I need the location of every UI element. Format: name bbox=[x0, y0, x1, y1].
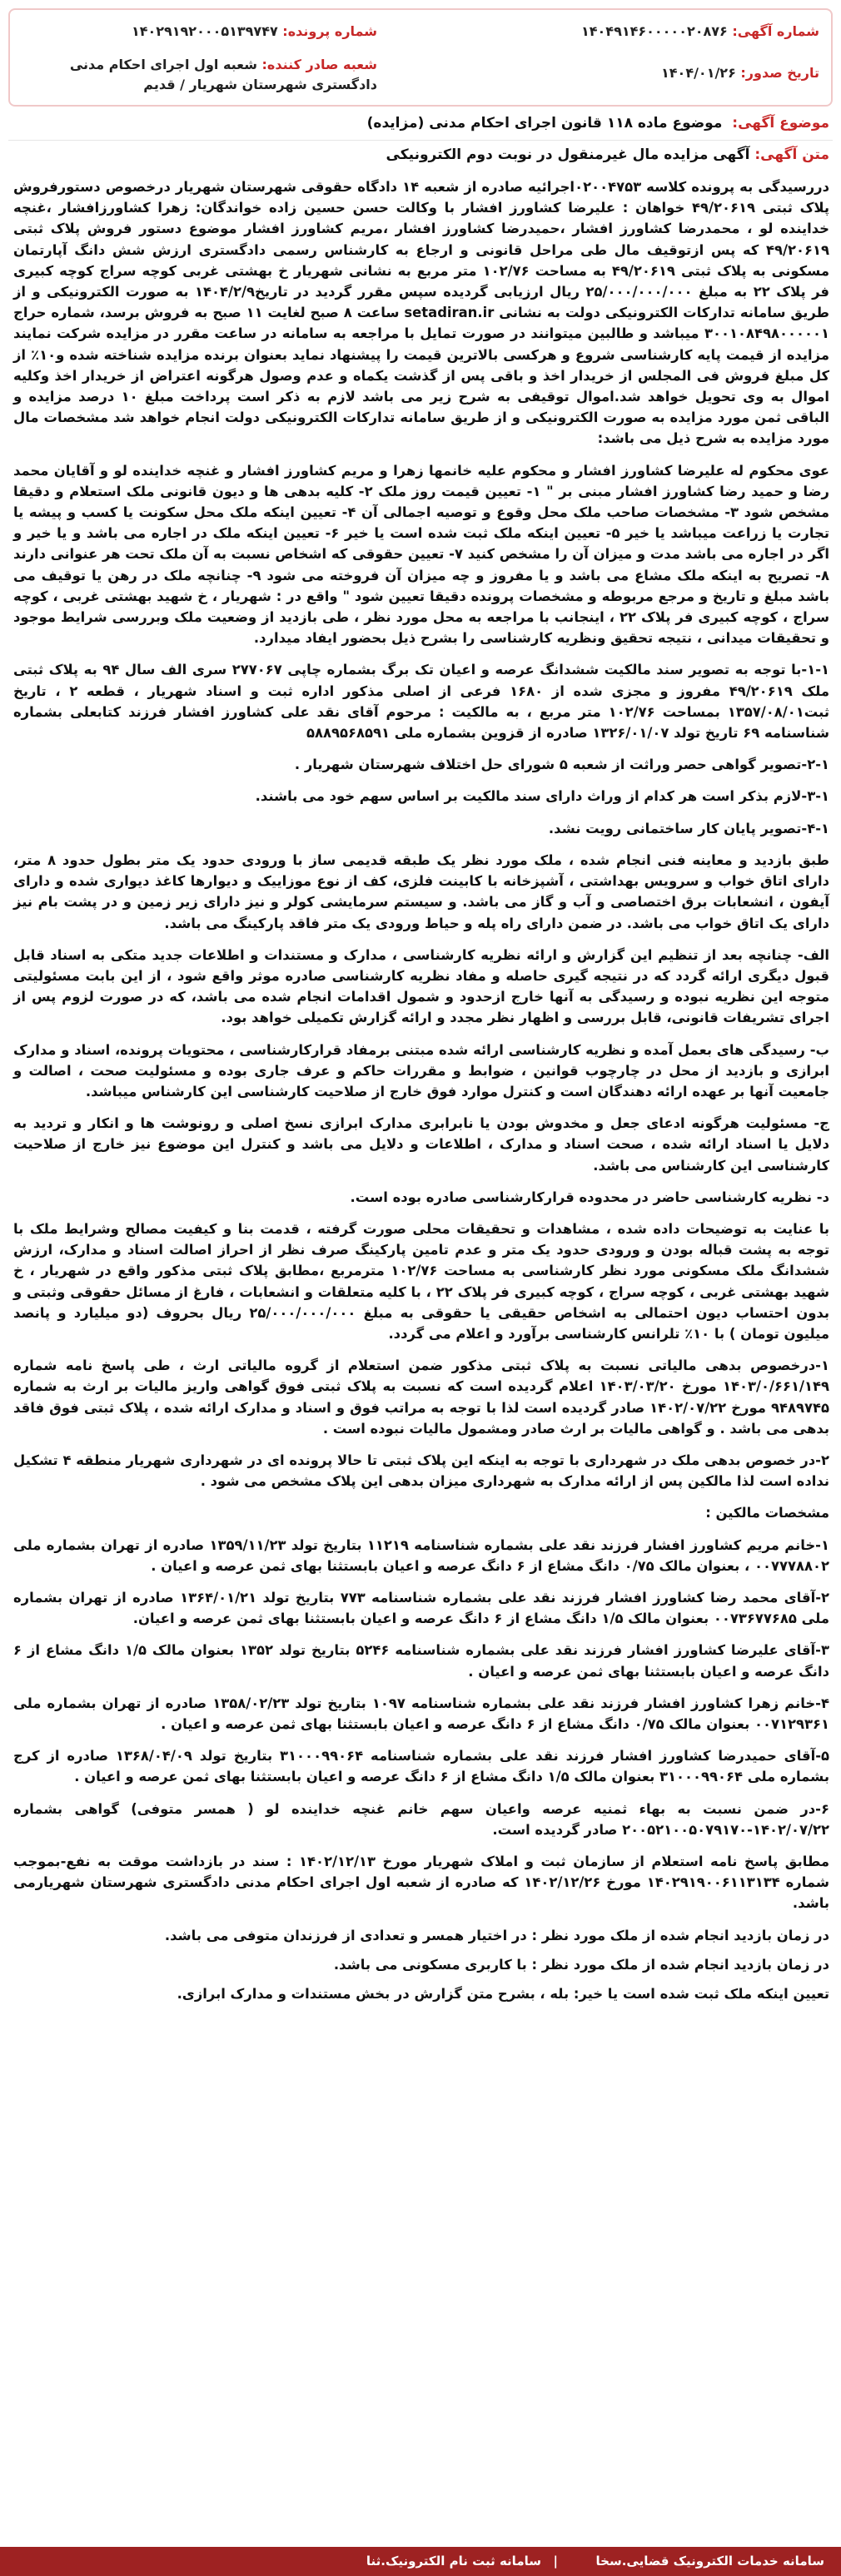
body-paragraph: مطابق پاسخ نامه استعلام از سازمان ثبت و املاک شهریار مورخ ۱۴۰۲/۱۲/۱۳ : سند در بازداشت موقت به نفع-بموجب شماره ۱۴۰۲۹۱۹۰۰۶۱۱۳۱۳۴ مورخ ۱۴۰۲/۱۲/۲۶ که صادره از شعبه اول اجرای احکام مدنی دادگستری شهرستان شهریارمی باشد. bbox=[13, 1854, 829, 1912]
body-paragraph: الف- چنانچه بعد از تنظیم این گزارش و ارائه نظریه کارشناسی ، مدارک و مستندات و اطلاعات جدید متکی به اسناد قابل قبول دیگری ارائه گردد که در نتیجه گیری حاصله و مفاد نظریه کارشناسی صادره موثر واقع شود ، از این بابت مسئولیتی متوجه این نظریه نبوده و رسیدگی به آنها خارج ازحدود و شمول اقدامات انجام شده می باشد، که در صورت لزوم پس از اجرای تشریفات قانونی، قابل بررسی و اظهار نظر مجدد و ارائه گزارش تکمیلی خواهد بود. bbox=[13, 946, 829, 1026]
body-paragraph: دررسیدگی به پرونده کلاسه ۰۲۰۰۴۷۵۳اجرائیه صادره از شعبه ۱۴ دادگاه حقوقی شهرستان شهریار درخصوص دستورفروش پلاک ثبتی ۴۹/۲۰۶۱۹ خواهان : علیرضا کشاورز افشار با وکالت حسن حسین زاده خواندگان: زهرا کشاورزافشار ،غنچه خداینده لو ، محمدرضا کشاورز افشار ،حمیدرضا کشاورز افشار ،مریم کشاورز افشار موضوع دستور فروش پلاک ثبتی ۴۹/۲۰۶۱۹ که پس ازتوقیف مال طی مراحل قانونی و ارجاع به کارشناس رسمی دادگستری ارزش شش دانگ آپارتمان مسکونی به پلاک ثبتی ۴۹/۲۰۶۱۹ به مساحت ۱۰۲/۷۶ متر مربع به نشانی شهریار خ بهشتی غربی کوچه سراج کوچه کبیری فر پلاک ۲۲ به مبلغ ۲۵/۰۰۰/۰۰۰/۰۰۰ ریال ارزیابی گردیده سپس مقرر گردید در تاریخ۱۴۰۴/۲/۹ به صورت الکترونیکی و از طریق سامانه تدارکات الکترونیکی دولت به نشانی setadiran.ir ساعت ۸ صبح لغایت ۱۱ صبح به فروش برسد، شماره حراج ۳۰۰۱۰۸۴۹۸۰۰۰۰۰۱ میباشد و طالبین میتوانند در صورت تمایل با مراجعه به سامانه در ساعت مقرر در مزایده شرکت نمایند مزایده از قیمت پایه کارشناسی شروع و هرکسی بالاترین قیمت را پیشنهاد نماید بعنوان برنده مزایده شناخته شده و۱۰٪ از کل مبلغ فروش فی المجلس از خریدار اخذ و باقی پس از گذشت یکماه و عدم وصول هرگونه اعتراض از خریدار اخذ وکلیه اموال به وی تحویل خواهد شد.اموال توقیفی به شرح زیر می باشد لازم به ذکر است پرداخت مبلغ ۱۰ درصد مزایده و الباقی ثمن مورد مزایده به صورت الکترونیکی و از طریق سامانه تدارکات الکترونیکی دولت انجام خواهد شد مشخصات مال مورد مزایده به شرح ذیل می باشد: bbox=[13, 179, 830, 447]
body-paragraph: ۲-۱-تصویر گواهی حصر وراثت از شعبه ۵ شورای حل اختلاف شهرستان شهریار . bbox=[294, 757, 829, 773]
sana-link[interactable]: سامانه ثبت نام الکترونیک.ثنا bbox=[366, 2554, 541, 2569]
text-heading-value: آگهی مزایده مال غیرمنقول در نوبت دوم الکترونیکی bbox=[386, 146, 750, 163]
footer-bar bbox=[0, 2547, 841, 2576]
body-paragraph: ۱-۱-با توجه به تصویر سند مالکیت ششدانگ عرصه و اعیان تک برگ بشماره چاپی ۲۷۷۰۶۷ سری الف سال ۹۴ به پلاک ثبتی ملک ۴۹/۲۰۶۱۹ مفروز و مجزی شده از ۱۶۸۰ فرعی از اصلی مذکور اداره ثبت و اسناد شهریار ، قطعه ۲ ، تاریخ ثبت۱۳۵۷/۰۸/۰۱ بمساحت ۱۰۲/۷۶ متر مربع ، به مالکیت : مرحوم آقای نقد علی کشاورز افشار فرزند کتابعلی بشماره شناسنامه ۶۹ تاریخ تولد ۱۳۲۶/۰۱/۰۷ صادره از قزوین بشماره ملی ۵۸۸۹۵۶۸۵۹۱ bbox=[13, 662, 830, 742]
body-paragraph: ۴-۱-تصویر پایان کار ساختمانی رویت نشد. bbox=[548, 820, 829, 836]
owner-item: ۲-آقای محمد رضا کشاورز افشار فرزند نقد علی بشماره شناسنامه ۷۷۳ بتاریخ تولد ۱۳۶۴/۰۱/۲۱ صادره از تهران بشماره ملی ۰۰۷۳۶۷۷۶۸۵ بعنوان مالک ۱/۵ دانگ مشاع از ۶ دانگ عرصه و اعیان بابستثنا بهای ثمن عرصه و اعیان. bbox=[13, 1589, 830, 1627]
text-heading-label: متن آگهی: bbox=[754, 146, 829, 163]
issue-date: ۱۴۰۴/۰۱/۲۶ bbox=[661, 65, 736, 81]
notice-header bbox=[8, 8, 833, 107]
ad-number-row bbox=[581, 23, 819, 39]
body-paragraph: ۲-در خصوص بدهی ملک در شهرداری با توجه به اینکه این پلاک ثبتی تا حالا پرونده ای در شهرداری شهریار منطقه ۴ تشکیل نداده است لذا مالکین پس از ارائه مدارک به شهرداری میزان بدهی این پلاک مشخص می شود . bbox=[13, 1452, 829, 1490]
issuing-branch-label: شعبه صادر کننده: bbox=[261, 57, 377, 72]
body-paragraph: در زمان بازدید انجام شده از ملک مورد نظر : در اختیار همسر و تعدادی از فرزندان متوفی می باشد. bbox=[164, 1927, 829, 1943]
owner-item: ۳-آقای علیرضا کشاورز افشار فرزند نقد علی بشماره شناسنامه ۵۲۴۶ بتاریخ تولد ۱۳۵۲ بعنوان مالک ۱/۵ دانگ مشاع از ۶ دانگ عرصه و اعیان بابستثنا بهای ثمن عرصه و اعیان . bbox=[13, 1642, 829, 1680]
issuing-branch-row bbox=[23, 55, 377, 95]
issue-date-row bbox=[661, 65, 819, 81]
subject-label: موضوع آگهی: bbox=[732, 115, 829, 132]
footer-separator: | bbox=[553, 2554, 558, 2569]
sakha-link[interactable]: سامانه خدمات الکترونیک قضایی.سخا bbox=[595, 2554, 824, 2569]
case-number-row bbox=[132, 23, 377, 39]
body-paragraph: ۳-۱-لازم بذکر است هر کدام از وراث دارای سند مالکیت بر اساس سهم خود می باشند. bbox=[255, 788, 829, 805]
owner-item: ۶-در ضمن نسبت به بهاء ثمنیه عرصه واعیان سهم خانم غنچه خداینده لو ( همسر متوفی) گواهی بشماره ۱۴۰۲/۰۷/۲۲-۲۰۰۵۲۱۰۰۵۰۷۹۱۷۰ صادر گردیده است. bbox=[13, 1800, 829, 1838]
notice-body bbox=[13, 176, 829, 2015]
issue-date-label: تاریخ صدور: bbox=[740, 65, 819, 81]
body-paragraph: ب- رسیدگی های بعمل آمده و نظریه کارشناسی ارائه شده مبتنی برمفاد قرارکارشناسی ، محتویات پرونده، اسناد و مدارک ابرازی و بازدید از محل در چارچوب قوانین ، ضوابط و مقررات حاکم و عرف جاری بوده و مسئولیت صحت ، اصالت و جامعیت آنها بر عهده ارائه دهندگان است و کنترل موارد فوق خارج از صلاحیت کارشناسی این کارشناس میباشد. bbox=[13, 1041, 829, 1099]
owner-item: ۴-خانم زهرا کشاورز افشار فرزند نقد علی بشماره شناسنامه ۱۰۹۷ بتاریخ تولد ۱۳۵۸/۰۲/۲۳ صادره از تهران بشماره ملی ۰۰۷۱۲۹۳۶۱ بعنوان مالک ۰/۷۵ دانگ مشاع از ۶ دانگ عرصه و اعیان بابستثنا بهای ثمن عرصه و اعیان . bbox=[13, 1695, 830, 1732]
owners-heading: مشخصات مالکین : bbox=[705, 1505, 829, 1521]
notice-subject bbox=[13, 115, 829, 132]
body-paragraph: در زمان بازدید انجام شده از ملک مورد نظر : با کاربری مسکونی می باشد. bbox=[333, 1956, 829, 1973]
ad-number-label: شماره آگهی: bbox=[732, 23, 819, 39]
notice-text-heading bbox=[13, 146, 829, 163]
owner-item: ۱-خانم مریم کشاورز افشار فرزند نقد علی بشماره شناسنامه ۱۱۲۱۹ بتاریخ تولد ۱۳۵۹/۱۱/۲۳ صادره از تهران بشماره ملی ۰۰۷۷۷۸۸۰۲ ، بعنوان مالک ۰/۷۵ دانگ مشاع از ۶ دانگ عرصه و اعیان بابستثنا بهای ثمن عرصه و اعیان . bbox=[13, 1536, 829, 1574]
body-paragraph: ۱-درخصوص بدهی مالیاتی نسبت به پلاک ثبتی مذکور ضمن استعلام از گروه مالیاتی ارث ، طی پاسخ نامه شماره ۱۴۰۳/۰/۶۶۱/۱۴۹ مورخ ۱۴۰۳/۰۳/۲۰ اعلام گردیده است که نسبت به پلاک ثبتی فوق گواهی واریز مالیات بر ارث به شماره ۹۴۸۹۷۴۵ مورخ ۱۴۰۲/۰۷/۲۲ صادر گردیده است لذا با توجه به مراتب فوق و اسناد و مدارک ارائه شده ، پلاک ثبتی فوق فاقد بدهی می باشد . و گواهی مالیات بر ارث صادر ومشمول مالیات نبوده است . bbox=[13, 1357, 829, 1437]
body-paragraph: عوی محکوم له علیرضا کشاورز افشار و محکوم علیه خانمها زهرا و مریم کشاورز افشار و غنچه خداینده لو و آقایان محمد رضا و حمید رضا کشاورز افشار مبنی بر " ۱- تعیین قیمت روز ملک ۲- کلیه بدهی ها و دیون قانونی ملک استعلام و دقیقا مشخص شود ۳- مشخصات صاحب ملک محل وقوع و توصیه اجمالی آن ۴- تعیین اینکه ملک محل سکونت یا کسب و پیشه یا تجارت یا زراعت میباشد یا خیر ۵- تعیین اینکه ملک ثبت شده است یا خیر ۶- تعیین اینکه ملک در اجاره می باشد و یا خیر و اگر در اجاره می باشد مدت و میزان آن را مشخص کنید ۷- تعیین حقوقی که اشخاص نسبت به آن ملک تحت هر عنوانی دارند ۸- تصریح به اینکه ملک مشاع می باشد و یا مفروز و چه میزان آن فروخته می شود ۹- چنانچه ملک در رهن یا توقیف می باشد مبلغ و تاریخ و مرجع مربوطه و مشخصات پرونده دقیقا تعیین شود " واقع در : شهریار ، خ شهید بهشتی غربی ، کوچه سراج ، کوچه کبیری فر پلاک ۲۲ ، اینجانب با مراجعه به محل مورد نظر ، طی بازدید از وضعیت ملک وبررسی شرایط موجود و تحقیقات میدانی ، نتیجه تحقیق ونظریه کارشناسی را بشرح ذیل بحضور ایفاد میدارد. bbox=[13, 462, 829, 647]
body-paragraph: با عنایت به توضیحات داده شده ، مشاهدات و تحقیقات محلی صورت گرفته ، قدمت بنا و کیفیت مصالح وشرایط ملک با توجه به پشت قباله بودن و ورودی حدود یک متر و عدم تامین پارکینگ صرف نظر از احراز اصالت اسناد و مدارک، ارزش ششدانگ ملک مسکونی مورد نظر کارشناسی به مساحت ۱۰۲/۷۶ مترمربع ،مطابق پلاک ثبتی مذکور واقع در شهریار ، خ شهید بهشتی غربی ، کوچه سراج ، کوچه کبیری فر پلاک ۲۲ ، با کلیه متعلقات و انشعابات ، فارغ از مسائل حقوقی وثبتی و بدون احتساب دیون احتمالی به اشخاص حقیقی یا حقوقی به مبلغ ۲۵/۰۰۰/۰۰۰/۰۰۰ ریال بحروف (دو میلیارد و پانصد میلیون تومان ) با ۱۰٪ تلرانس کارشناسی برآورد و اعلام می گردد. bbox=[13, 1220, 830, 1342]
issuing-branch: شعبه اول اجرای احکام مدنی دادگستری شهرستان شهریار / قدیم bbox=[69, 57, 377, 92]
case-number: ۱۴۰۲۹۱۹۲۰۰۰۵۱۳۹۷۴۷ bbox=[131, 23, 278, 39]
body-paragraph: ج- مسئولیت هرگونه ادعای جعل و مخدوش بودن یا نابرابری مدارک ابرازی نسخ اصلی و رونوشت ها و انکار و تردید به دلایل یا اسناد ارائه شده ، صحت اسناد و مدارک ، اطلاعات و دلایل می باشد و کنترل این موضوع نیز خارج از صلاحیت کارشناسی این کارشناس می باشد. bbox=[13, 1115, 829, 1174]
ad-number: ۱۴۰۴۹۱۴۶۰۰۰۰۰۲۰۸۷۶ bbox=[581, 23, 728, 39]
owner-item: ۵-آقای حمیدرضا کشاورز افشار فرزند نقد علی بشماره شناسنامه ۳۱۰۰۰۹۹۰۶۴ بتاریخ تولد ۱۳۶۸/۰۴/۰۹ صادره از کرج بشماره ملی ۳۱۰۰۰۹۹۰۶۴ بعنوان مالک ۱/۵ دانگ مشاع از ۶ دانگ عرصه و اعیان بابستثنا بهای ثمن عرصه و اعیان . bbox=[13, 1748, 830, 1785]
body-paragraph: تعیین اینکه ملک ثبت شده است یا خیر: بله ، بشرح متن گزارش در بخش مستندات و مدارک ابرازی. bbox=[177, 1986, 829, 2003]
case-number-label: شماره پرونده: bbox=[282, 23, 377, 39]
body-paragraph: طبق بازدید و معاینه فنی انجام شده ، ملک مورد نظر یک طبقه قدیمی ساز با ورودی حدود یک متر بطول حدود ۸ متر، دارای اتاق خواب و سرویس بهداشتی ، آشپزخانه با کابینت فلزی، کف از نوع موزاییک و دیوارها کاغذ دیواری شده و دارای آیفون ، انشعابات برق اختصاصی و آب و گاز می باشد. و سیستم سرمایشی کولر و نیز دارای زیر زمین و در پشت بام نیز دارای یک اتاق خواب می باشد. در ضمن دارای راه پله و حیاط ورودی یک متر فاقد پارکینگ می باشد. bbox=[13, 851, 829, 931]
divider bbox=[8, 140, 833, 141]
subject-value: موضوع ماده ۱۱۸ قانون اجرای احکام مدنی (مزایده) bbox=[366, 115, 723, 132]
body-paragraph: د- نظریه کارشناسی حاضر در محدوده قرارکارشناسی صادره بوده است. bbox=[350, 1189, 829, 1205]
